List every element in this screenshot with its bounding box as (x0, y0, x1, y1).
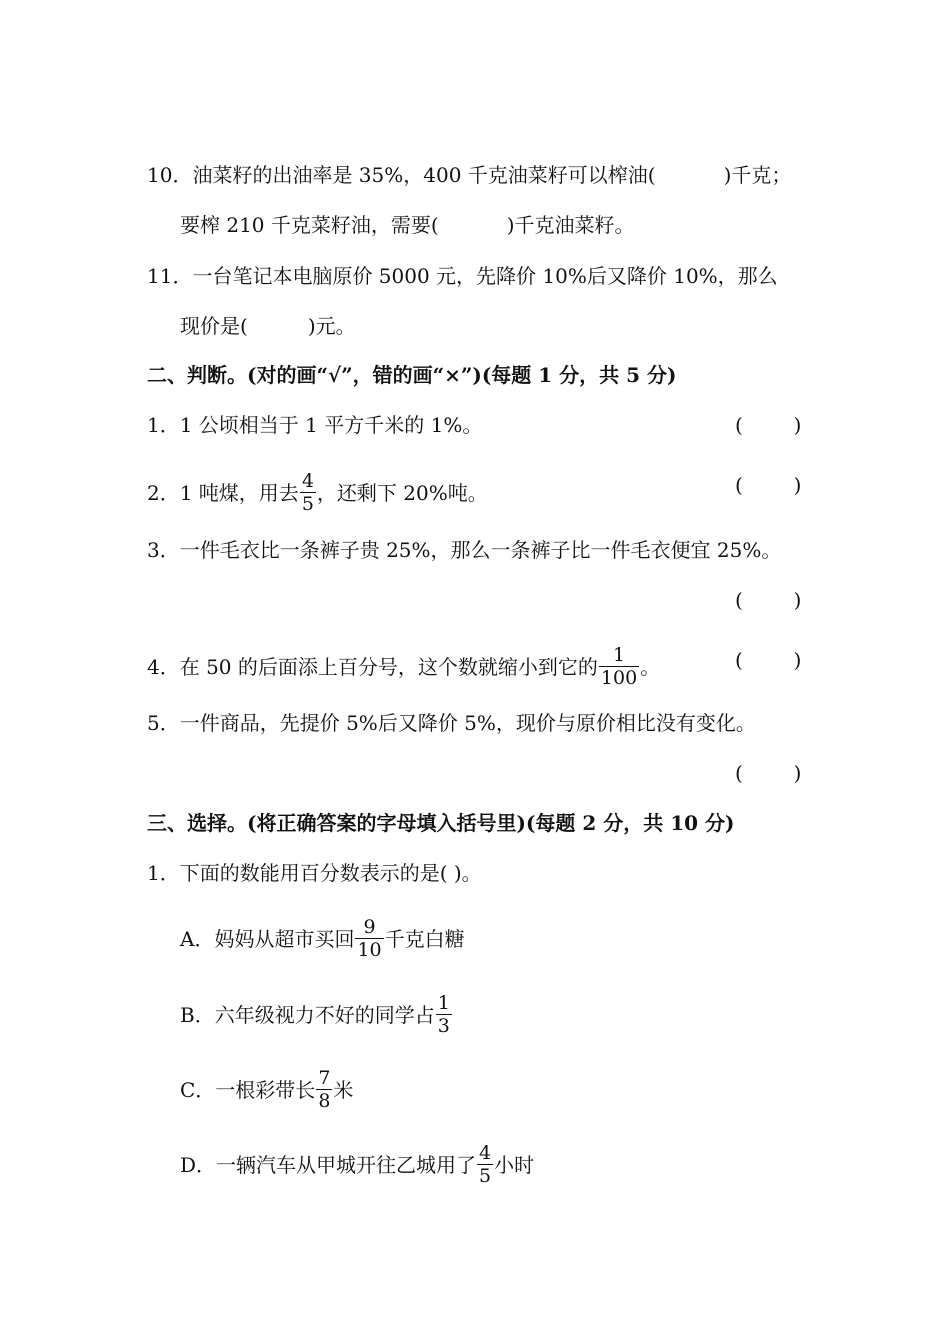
question-11-line-2: 现价是( )元。 (180, 314, 356, 338)
fraction-4-5: $\frac{4}{5}$ (301, 470, 314, 515)
judge-question-1: 1．1 公顷相当于 1 平方千米的 1%。 (147, 413, 483, 437)
choice-question-1: 1．下面的数能用百分数表示的是( )。 (147, 861, 482, 885)
judge-question-2: 2．1 吨煤，用去 $\frac{4}{5}$ ，还剩下 20%吨。 (147, 470, 488, 515)
section-3-heading: 三、选择。(将正确答案的字母填入括号里)(每题 2 分，共 10 分) (147, 811, 735, 835)
fraction-4-5-option-d: $\frac{4}{5}$ (479, 1142, 492, 1187)
judge-question-3: 3．一件毛衣比一条裤子贵 25%，那么一条裤子比一件毛衣便宜 25%。 (147, 538, 782, 562)
answer-paren-2: ( ) (735, 473, 802, 497)
section-2-heading: 二、判断。(对的画“√”，错的画“×”)(每题 1 分，共 5 分) (147, 363, 677, 387)
option-d: D．一辆汽车从甲城开往乙城用了 $\frac{4}{5}$ 小时 (180, 1142, 535, 1187)
answer-paren-1: ( ) (735, 413, 802, 437)
question-10-line-2: 要榨 210 千克菜籽油，需要( )千克油菜籽。 (180, 213, 635, 237)
option-a: A．妈妈从超市买回 $\frac{9}{10}$ 千克白糖 (180, 916, 465, 961)
fraction-9-10: $\frac{9}{10}$ (357, 916, 382, 961)
option-b: B．六年级视力不好的同学占 $\frac{1}{3}$ (180, 992, 450, 1037)
judge-question-4: 4．在 50 的后面添上百分号，这个数就缩小到它的 $\frac{1}{100}$ 。 (147, 644, 661, 689)
judge-question-5: 5．一件商品，先提价 5%后又降价 5%，现价与原价相比没有变化。 (147, 711, 756, 735)
option-c: C．一根彩带长 $\frac{7}{8}$ 米 (180, 1067, 354, 1112)
fraction-7-8: $\frac{7}{8}$ (318, 1067, 331, 1112)
answer-paren-5: ( ) (735, 761, 802, 785)
question-11-line-1: 11．一台笔记本电脑原价 5000 元，先降价 10%后又降价 10%，那么 (147, 264, 778, 288)
fraction-1-100: $\frac{1}{100}$ (600, 644, 638, 689)
answer-paren-3: ( ) (735, 588, 802, 612)
fraction-1-3: $\frac{1}{3}$ (437, 992, 450, 1037)
question-10-line-1: 10．油菜籽的出油率是 35%，400 千克油菜籽可以榨油( )千克； (147, 163, 792, 187)
answer-paren-4: ( ) (735, 648, 802, 672)
